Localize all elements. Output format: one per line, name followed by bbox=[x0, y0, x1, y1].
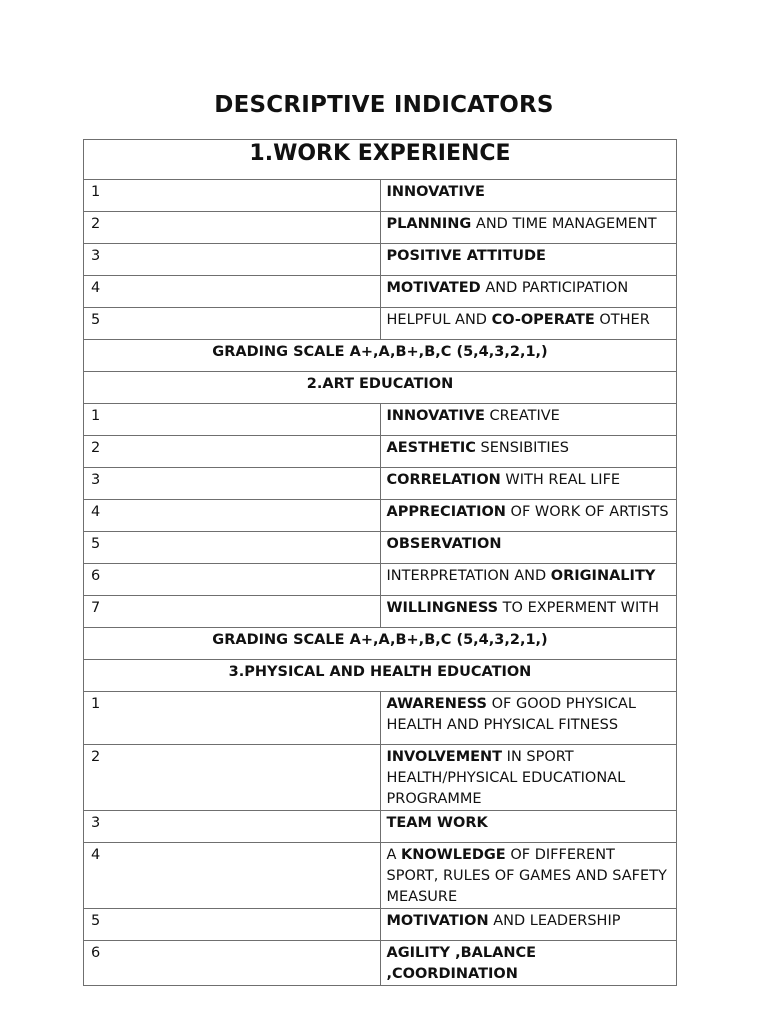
indicator-number: 5 bbox=[84, 909, 381, 941]
indicator-number: 4 bbox=[84, 276, 381, 308]
indicator-text bbox=[380, 276, 677, 308]
indicator-number: 3 bbox=[84, 811, 381, 843]
indicator-text bbox=[380, 692, 677, 745]
grading-scale-text: GRADING SCALE A+,A,B+,B,C (5,4,3,2,1,) bbox=[84, 340, 677, 372]
indicator-phrase: OTHER bbox=[594, 312, 650, 328]
indicator-row bbox=[84, 941, 677, 986]
section-heading-row bbox=[84, 660, 677, 692]
indicator-keyword: MOTIVATED bbox=[386, 280, 481, 296]
indicator-keyword: INNOVATIVE bbox=[386, 184, 485, 200]
grading-scale-row bbox=[84, 340, 677, 372]
indicator-phrase: WITH REAL LIFE bbox=[500, 472, 621, 488]
indicator-phrase: SENSIBITIES bbox=[475, 440, 569, 456]
indicator-keyword: AWARENESS bbox=[386, 696, 487, 712]
section-heading-row bbox=[84, 372, 677, 404]
indicator-keyword: AGILITY ,BALANCE ,COORDINATION bbox=[386, 945, 537, 982]
indicator-keyword: KNOWLEDGE bbox=[401, 847, 506, 863]
indicator-number: 2 bbox=[84, 212, 381, 244]
indicator-phrase: AND TIME MANAGEMENT bbox=[471, 216, 657, 232]
indicator-text bbox=[380, 532, 677, 564]
section-heading: 2.ART EDUCATION bbox=[84, 372, 677, 404]
indicator-phrase: AND LEADERSHIP bbox=[488, 913, 621, 929]
indicator-row bbox=[84, 212, 677, 244]
indicator-phrase: OF DIFFERENT SPORT, RULES OF GAMES AND SAFETY MEASURE bbox=[386, 847, 667, 905]
section-heading: 3.PHYSICAL AND HEALTH EDUCATION bbox=[84, 660, 677, 692]
indicator-row bbox=[84, 843, 677, 909]
indicator-row bbox=[84, 436, 677, 468]
indicator-row bbox=[84, 500, 677, 532]
indicator-number: 3 bbox=[84, 244, 381, 276]
indicator-text bbox=[380, 745, 677, 811]
indicator-number: 7 bbox=[84, 596, 381, 628]
grading-scale-row bbox=[84, 628, 677, 660]
indicator-text bbox=[380, 564, 677, 596]
indicator-number: 3 bbox=[84, 468, 381, 500]
indicator-number: 4 bbox=[84, 500, 381, 532]
indicator-row bbox=[84, 404, 677, 436]
indicator-keyword: PLANNING bbox=[386, 216, 472, 232]
indicator-row bbox=[84, 909, 677, 941]
section-heading-row bbox=[84, 140, 677, 180]
indicator-row bbox=[84, 745, 677, 811]
indicator-text bbox=[380, 941, 677, 986]
indicator-text bbox=[380, 244, 677, 276]
indicator-number: 5 bbox=[84, 532, 381, 564]
indicator-phrase: OF GOOD PHYSICAL HEALTH AND PHYSICAL FITNESS bbox=[386, 696, 636, 733]
indicator-row bbox=[84, 596, 677, 628]
indicator-number: 2 bbox=[84, 745, 381, 811]
indicator-text bbox=[380, 596, 677, 628]
indicator-row bbox=[84, 564, 677, 596]
indicator-number: 1 bbox=[84, 692, 381, 745]
indicator-keyword: TEAM WORK bbox=[386, 815, 488, 831]
indicator-row bbox=[84, 276, 677, 308]
indicator-text bbox=[380, 500, 677, 532]
indicator-text bbox=[380, 212, 677, 244]
indicator-row bbox=[84, 532, 677, 564]
indicator-text bbox=[380, 404, 677, 436]
indicator-keyword: MOTIVATION bbox=[386, 913, 489, 929]
document-title: DESCRIPTIVE INDICATORS bbox=[214, 92, 554, 118]
indicator-keyword: CO-OPERATE bbox=[491, 312, 595, 328]
indicator-number: 1 bbox=[84, 404, 381, 436]
indicator-keyword: ORIGINALITY bbox=[550, 568, 656, 584]
indicator-keyword: AESTHETIC bbox=[386, 440, 476, 456]
indicator-phrase: INTERPRETATION AND bbox=[386, 568, 551, 584]
indicator-text bbox=[380, 843, 677, 909]
indicator-row bbox=[84, 180, 677, 212]
indicator-text bbox=[380, 811, 677, 843]
indicator-text bbox=[380, 308, 677, 340]
indicator-keyword: INNOVATIVE bbox=[386, 408, 485, 424]
indicator-keyword: WILLINGNESS bbox=[386, 600, 499, 616]
section-heading: 1.WORK EXPERIENCE bbox=[84, 140, 677, 180]
indicator-text bbox=[380, 180, 677, 212]
indicator-keyword: CORRELATION bbox=[386, 472, 501, 488]
indicator-number: 2 bbox=[84, 436, 381, 468]
indicator-row bbox=[84, 692, 677, 745]
indicator-phrase: OF WORK OF ARTISTS bbox=[505, 504, 669, 520]
indicator-phrase: AND PARTICIPATION bbox=[480, 280, 629, 296]
indicator-phrase: HELPFUL AND bbox=[386, 312, 492, 328]
indicator-keyword: APPRECIATION bbox=[386, 504, 506, 520]
indicator-number: 6 bbox=[84, 564, 381, 596]
indicator-text bbox=[380, 468, 677, 500]
indicator-row bbox=[84, 244, 677, 276]
indicator-number: 5 bbox=[84, 308, 381, 340]
indicator-row bbox=[84, 468, 677, 500]
indicator-phrase: CREATIVE bbox=[484, 408, 560, 424]
indicator-number: 6 bbox=[84, 941, 381, 986]
indicator-keyword: OBSERVATION bbox=[386, 536, 502, 552]
indicator-phrase: IN SPORT HEALTH/PHYSICAL EDUCATIONAL PROGRAMME bbox=[386, 749, 626, 807]
indicator-row bbox=[84, 811, 677, 843]
indicator-keyword: POSITIVE ATTITUDE bbox=[386, 248, 546, 264]
indicator-phrase: A bbox=[386, 847, 402, 863]
indicator-keyword: INVOLVEMENT bbox=[386, 749, 503, 765]
indicators-table bbox=[83, 139, 677, 986]
indicator-number: 4 bbox=[84, 843, 381, 909]
indicator-number: 1 bbox=[84, 180, 381, 212]
indicator-text bbox=[380, 436, 677, 468]
indicator-phrase: TO EXPERMENT WITH bbox=[498, 600, 660, 616]
indicator-text bbox=[380, 909, 677, 941]
indicator-row bbox=[84, 308, 677, 340]
indicators-table-body bbox=[84, 140, 677, 986]
grading-scale-text: GRADING SCALE A+,A,B+,B,C (5,4,3,2,1,) bbox=[84, 628, 677, 660]
